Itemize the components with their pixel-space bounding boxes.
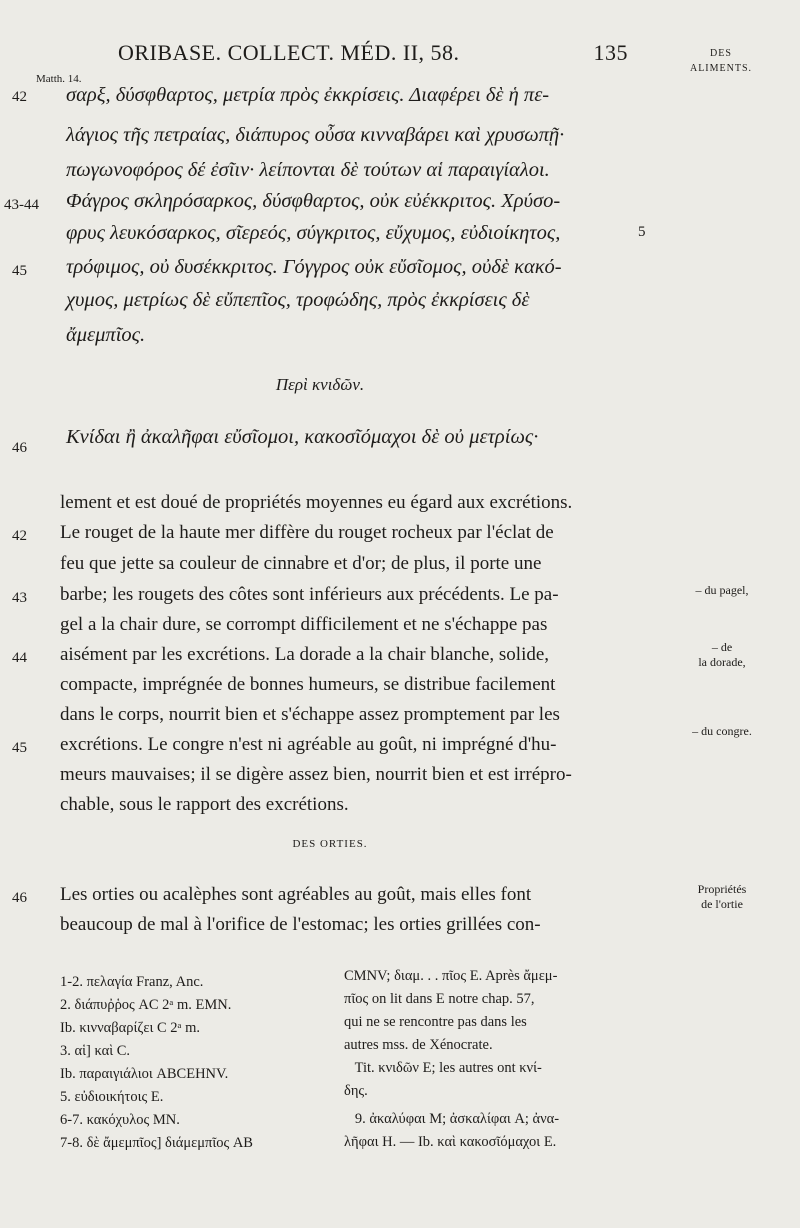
margin-note-dorade: [672, 640, 772, 670]
side-heading: [676, 46, 766, 76]
french-line: lement et est doué de propriétés moyennes eu égard aux excrétions.: [60, 492, 573, 513]
footnote-line: 1-2. πελαγία Franz, Anc.: [60, 974, 204, 990]
french-line: Le rouget de la haute mer diffère du rouget rocheux par l'éclat de: [60, 522, 554, 543]
greek-line: Φάγρος σκληρόσαρκος, δύσφθαρτος, οὐκ εὐέκκριτος. Χρύσο-: [66, 190, 561, 212]
page-number: 135: [593, 40, 628, 65]
french-line: Les orties ou acalèphes sont agréables au goût, mais elles font: [60, 884, 532, 905]
side-heading-line: DES: [710, 48, 732, 59]
french-line: feu que jette sa couleur de cinnabre et d'or; de plus, il porte une: [60, 553, 542, 574]
footnote-line: 3. αἱ] καὶ C.: [60, 1043, 131, 1059]
greek-line: χυμος, μετρίως δὲ εὔπεπῖος, τροφώδης, πρὸς ἐκκρίσεις δὲ: [66, 289, 530, 311]
greek-line: Κνίδαι ἢ ἀκαλῆφαι εὔσῖομοι, κακοσῖόμαχοι δὲ οὐ μετρίως·: [66, 426, 539, 448]
line-number: 45: [12, 263, 27, 279]
verse-number: 5: [638, 224, 646, 240]
footnote-line: Ib. παραιγιάλιοι ABCEHNV.: [60, 1066, 229, 1082]
french-line: aisément par les excrétions. La dorade a la chair blanche, solide,: [60, 644, 550, 665]
side-heading-line: ALIMENTS.: [689, 63, 753, 74]
running-title: ORIBASE. COLLECT. MÉD. II, 58.: [118, 40, 460, 65]
source-reference: Matth. 14.: [36, 73, 82, 85]
footnote-line: CMNV; διαμ. . . πῖος E. Après ἄμεμ-: [344, 968, 558, 984]
greek-line: λάγιος τῆς πετραίας, διάπυρος οὖσα κινναβάρει καὶ χρυσωπῇ·: [66, 124, 565, 146]
running-head: [118, 40, 628, 66]
margin-note-line: – de: [711, 640, 733, 654]
footnote-line: πῖος on lit dans E notre chap. 57,: [344, 991, 535, 1007]
greek-line: φρυς λευκόσαρκος, σῖερεός, σύγκριτος, εὔχυμος, εὐδιοίκητος,: [66, 222, 561, 244]
footnote-line: Tit. κνιδῶν E; les autres ont κνί-: [344, 1060, 542, 1076]
footnote-line: qui ne se rencontre pas dans les: [344, 1014, 527, 1030]
margin-note-line: la dorade,: [698, 655, 746, 669]
greek-line: τρόφιμος, οὐ δυσέκκριτος. Γόγγρος οὐκ εὔσῖομος, οὐδὲ κακό-: [66, 256, 562, 278]
line-number: 42: [12, 528, 27, 544]
french-line: excrétions. Le congre n'est ni agréable au goût, ni imprégné d'hu-: [60, 734, 557, 755]
margin-note-pagel: – du pagel,: [695, 583, 749, 597]
greek-line: ἄμεμπῖος.: [66, 324, 146, 346]
footnote-line: 5. εὐδιοικήτοις E.: [60, 1089, 164, 1105]
greek-line: πωγωνοφόρος δέ ἐσῖιν· λείπονται δὲ τούτων αἱ παραιγίαλοι.: [66, 159, 550, 181]
margin-note-congre: – du congre.: [692, 724, 752, 738]
line-number: 45: [12, 740, 27, 756]
footnote-line: Ib. κινναβαρίζει C 2ᵃ m.: [60, 1020, 201, 1036]
french-line: beaucoup de mal à l'orifice de l'estomac; les orties grillées con-: [60, 914, 541, 935]
footnote-line: λῆφαι H. — Ib. καὶ κακοσῖόμαχοι E.: [344, 1134, 557, 1150]
footnote-line: δης.: [344, 1083, 368, 1099]
french-line: barbe; les rougets des côtes sont inférieurs aux précédents. Le pa-: [60, 584, 559, 605]
greek-line: σαρξ, δύσφθαρτος, μετρία πρὸς ἐκκρίσεις. Διαφέρει δὲ ἡ πε-: [66, 84, 550, 106]
footnote-line: 6-7. κακόχυλος MN.: [60, 1112, 180, 1128]
french-line: compacte, imprégnée de bonnes humeurs, se distribue facilement: [60, 674, 556, 695]
margin-note-line: Propriétés: [697, 882, 747, 896]
line-number: 43: [12, 590, 27, 606]
footnote-line: 9. ἀκαλύφαι M; ἀσκαλίφαι A; ἀνα-: [344, 1111, 560, 1127]
line-number: 42: [12, 89, 27, 105]
footnote-line: autres mss. de Xénocrate.: [344, 1037, 493, 1053]
french-line: gel a la chair dure, se corrompt difficilement et ne s'échappe pas: [60, 614, 548, 635]
french-line: dans le corps, nourrit bien et s'échappe assez promptement par les: [60, 704, 560, 725]
margin-note-ortie: [672, 882, 772, 912]
french-line: meurs mauvaises; il se digère assez bien, nourrit bien et est irrépro-: [60, 764, 572, 785]
line-number: 44: [12, 650, 27, 666]
greek-section-heading: Περὶ κνιδῶν.: [275, 375, 365, 394]
margin-note-line: de l'ortie: [701, 897, 743, 911]
line-number: 43-44: [4, 197, 39, 213]
french-line: chable, sous le rapport des excrétions.: [60, 794, 349, 815]
footnote-line: 2. διάπυῤῥος AC 2ᵃ m. EMN.: [60, 997, 232, 1013]
footnote-line: 7-8. δὲ ἄμεμπῖος] διάμεμπῖος AB: [60, 1135, 253, 1151]
line-number: 46: [12, 440, 27, 456]
line-number: 46: [12, 890, 27, 906]
french-section-heading: DES ORTIES.: [292, 838, 368, 850]
